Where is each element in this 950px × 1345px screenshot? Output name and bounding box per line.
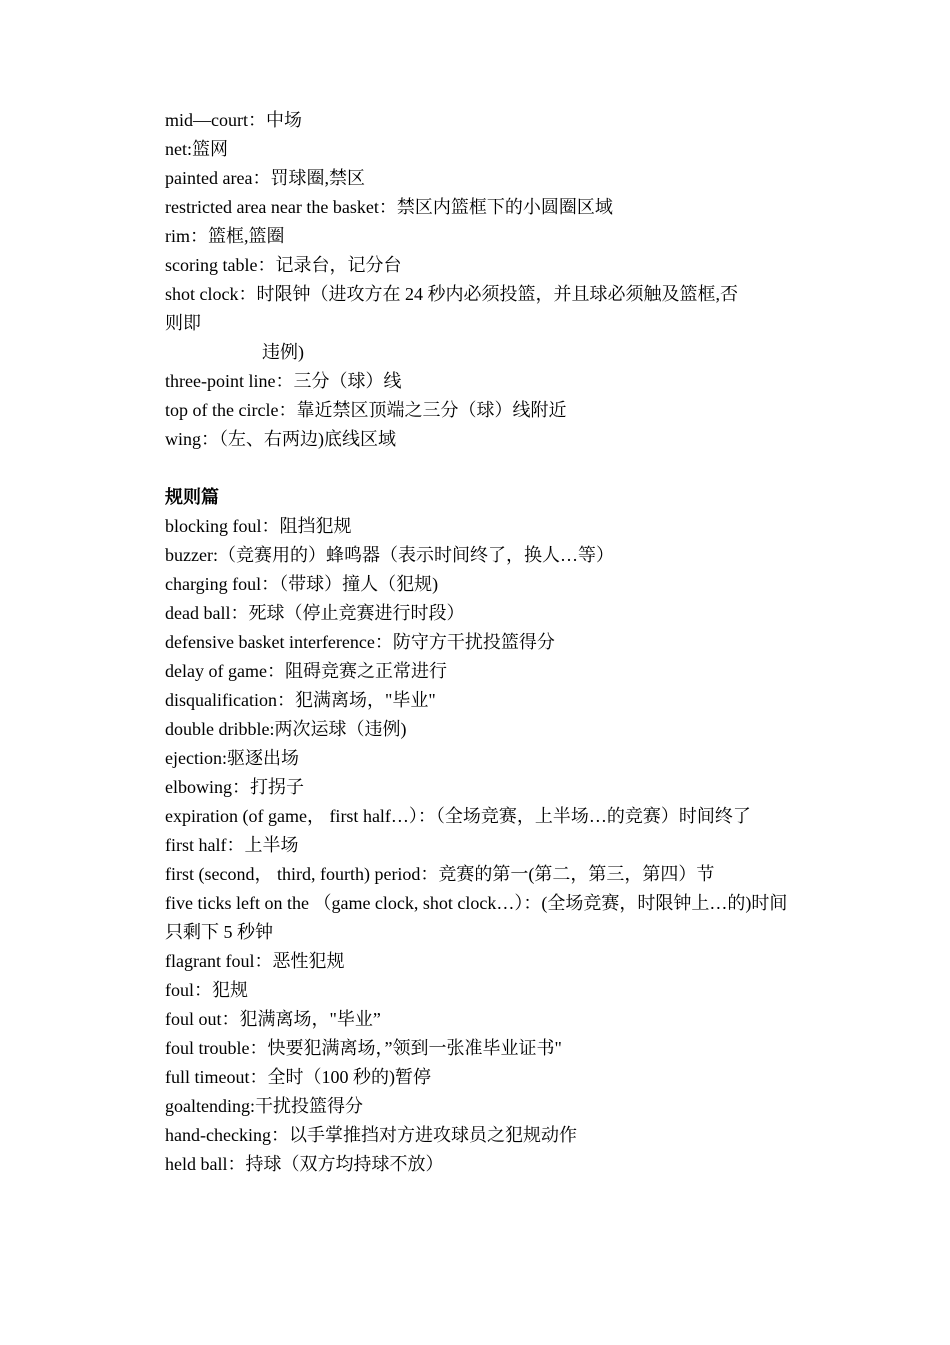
term-delay-of-game: delay of game：阻碍竞赛之正常进行: [165, 661, 447, 681]
term-restricted-area: restricted area near the basket：禁区内篮框下的小圆圈区域: [165, 197, 613, 217]
term-foul-trouble: foul trouble：快要犯满离场，”领到一张准毕业证书": [165, 1038, 562, 1058]
term-buzzer: buzzer:（竞赛用的）蜂鸣器（表示时间终了，换人…等）: [165, 545, 614, 565]
term-expiration: expiration (of game， first half…）：（全场竞赛，上半场…的竞赛）时间终了: [165, 806, 751, 826]
term-goaltending: goaltending:干扰投篮得分: [165, 1096, 363, 1116]
term-three-point-line: three-point line：三分（球）线: [165, 371, 402, 391]
term-shot-clock-end: 违例): [262, 342, 304, 362]
term-wing: wing：（左、右两边)底线区域: [165, 429, 396, 449]
term-painted-area: painted area：罚球圈,禁区: [165, 168, 365, 188]
term-rim: rim：篮框,篮圈: [165, 226, 285, 246]
term-five-ticks-left: five ticks left on the （game clock, shot clock…）：(全场竞赛，时限钟上…的)时间只剩下 5 秒钟: [165, 893, 788, 942]
term-blocking-foul: blocking foul：阻挡犯规: [165, 516, 352, 536]
term-hand-checking: hand-checking：以手掌推挡对方进攻球员之犯规动作: [165, 1125, 577, 1145]
term-scoring-table: scoring table：记录台，记分台: [165, 255, 402, 275]
term-charging-foul: charging foul：（带球）撞人（犯规): [165, 574, 439, 594]
term-shot-clock: shot clock：时限钟（进攻方在 24 秒内必须投篮，并且球必须触及篮框,否: [165, 284, 738, 304]
section-gap: [165, 454, 790, 483]
term-dead-ball: dead ball：死球（停止竞赛进行时段）: [165, 603, 465, 623]
term-net: net:篮网: [165, 139, 228, 159]
term-foul: foul：犯规: [165, 980, 248, 1000]
glossary-content: [165, 106, 790, 1179]
term-mid-court: mid—court：中场: [165, 110, 302, 130]
term-shot-clock-continued: 则即: [165, 313, 201, 333]
term-elbowing: elbowing：打拐子: [165, 777, 304, 797]
term-flagrant-foul: flagrant foul：恶性犯规: [165, 951, 345, 971]
term-double-dribble: double dribble:两次运球（违例): [165, 719, 407, 739]
term-first-half: first half：上半场: [165, 835, 299, 855]
term-ejection: ejection:驱逐出场: [165, 748, 299, 768]
term-period: first (second， third, fourth) period：竞赛的第一(第二，第三，第四）节: [165, 864, 715, 884]
term-defensive-basket-interference: defensive basket interference：防守方干扰投篮得分: [165, 632, 555, 652]
term-full-timeout: full timeout：全时（100 秒的)暂停: [165, 1067, 431, 1087]
term-foul-out: foul out：犯满离场，"毕业”: [165, 1009, 381, 1029]
term-held-ball: held ball：持球（双方均持球不放）: [165, 1154, 444, 1174]
section-heading-rules: 规则篇: [165, 487, 219, 507]
term-top-of-circle: top of the circle：靠近禁区顶端之三分（球）线附近: [165, 400, 567, 420]
term-disqualification: disqualification：犯满离场，"毕业": [165, 690, 436, 710]
